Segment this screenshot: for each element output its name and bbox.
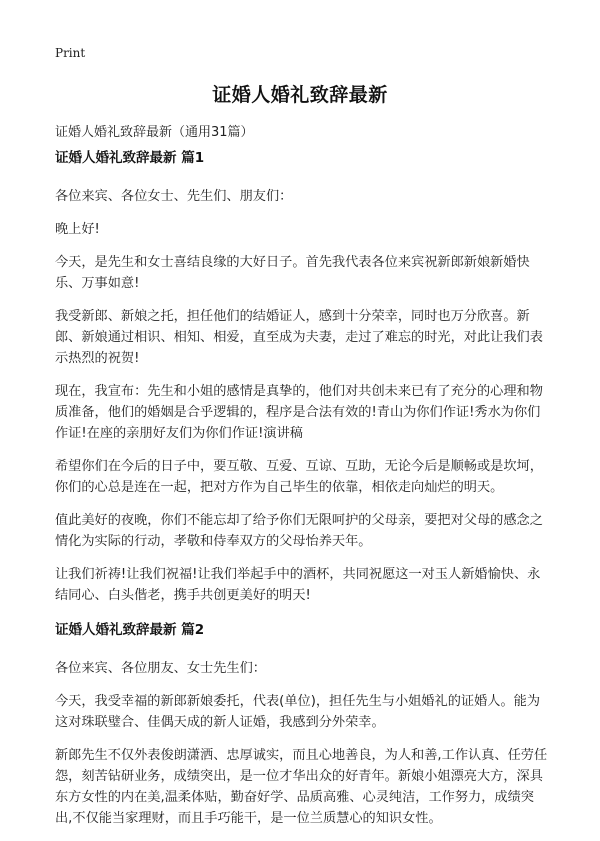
paragraph: 值此美好的夜晚，你们不能忘却了给予你们无限呵护的父母亲，要把对父母的感念之情化为实际的行动，孝敬和侍奉双方的父母怡养天年。 (55, 513, 543, 549)
paragraph: 希望你们在今后的日子中，要互敬、互爱、互谅、互助，无论今后是顺畅或是坎坷，你们的心总是连在一起，把对方作为自己毕生的依靠，相依走向灿烂的明天。 (55, 459, 543, 495)
section-heading-1: 证婚人婚礼致辞最新 篇1 (55, 150, 205, 166)
paragraph: 各位来宾、各位女士、先生们、朋友们： (55, 189, 293, 204)
document-subtitle: 证婚人婚礼致辞最新（通用31篇） (55, 125, 254, 140)
paragraph: 各位来宾、各位朋友、女士先生们： (55, 661, 266, 676)
document-body (55, 148, 550, 841)
paragraph: 我受新郎、新娘之托，担任他们的结婚证人，感到十分荣幸，同时也万分欣喜。新郎、新娘通过相识、相知、相爱，直至成为夫妻，走过了难忘的时光，对此让我们表示热烈的祝贺! (55, 309, 543, 366)
paragraph: 今天，我受幸福的新郎新娘委托，代表(单位)，担任先生与小姐婚礼的证婚人。能为这对珠联璧合、佳偶天成的新人证婚，我感到分外荣幸。 (55, 694, 541, 730)
section-heading-2: 证婚人婚礼致辞最新 篇2 (55, 622, 205, 638)
paragraph: 晚上好! (55, 222, 100, 237)
paragraph: 让我们祈祷!让我们祝福!让我们举起手中的酒杯，共同祝愿这一对玉人新婚愉快、永结同心、白头偕老，携手共创更美好的明天! (55, 567, 541, 603)
page-title: 证婚人婚礼致辞最新 (212, 84, 388, 106)
paragraph: 今天，是先生和女士喜结良缘的大好日子。首先我代表各位来宾祝新郎新娘新婚快乐、万事如意! (55, 255, 530, 291)
print-link[interactable]: Print (55, 46, 86, 60)
paragraph: 新郎先生不仅外表俊朗潇洒、忠厚诚实，而且心地善良，为人和善,工作认真、任劳任怨，刻苦钻研业务，成绩突出，是一位才华出众的好青年。新娘小姐漂亮大方，深具东方女性的内在美,温柔体贴，勤奋好学、品质高雅、心灵纯洁，工作努力，成绩突出,不仅能当家理财，而且手巧能干，是一位兰质慧心的知识女性。 (55, 748, 548, 826)
paragraph: 现在，我宣布：先生和小姐的感情是真挚的，他们对共创未来已有了充分的心理和物质准备，他们的婚姻是合乎逻辑的，程序是合法有效的!青山为你们作证!秀水为你们作证!在座的亲朋好友们为你们作证!演讲稿 (55, 384, 543, 441)
